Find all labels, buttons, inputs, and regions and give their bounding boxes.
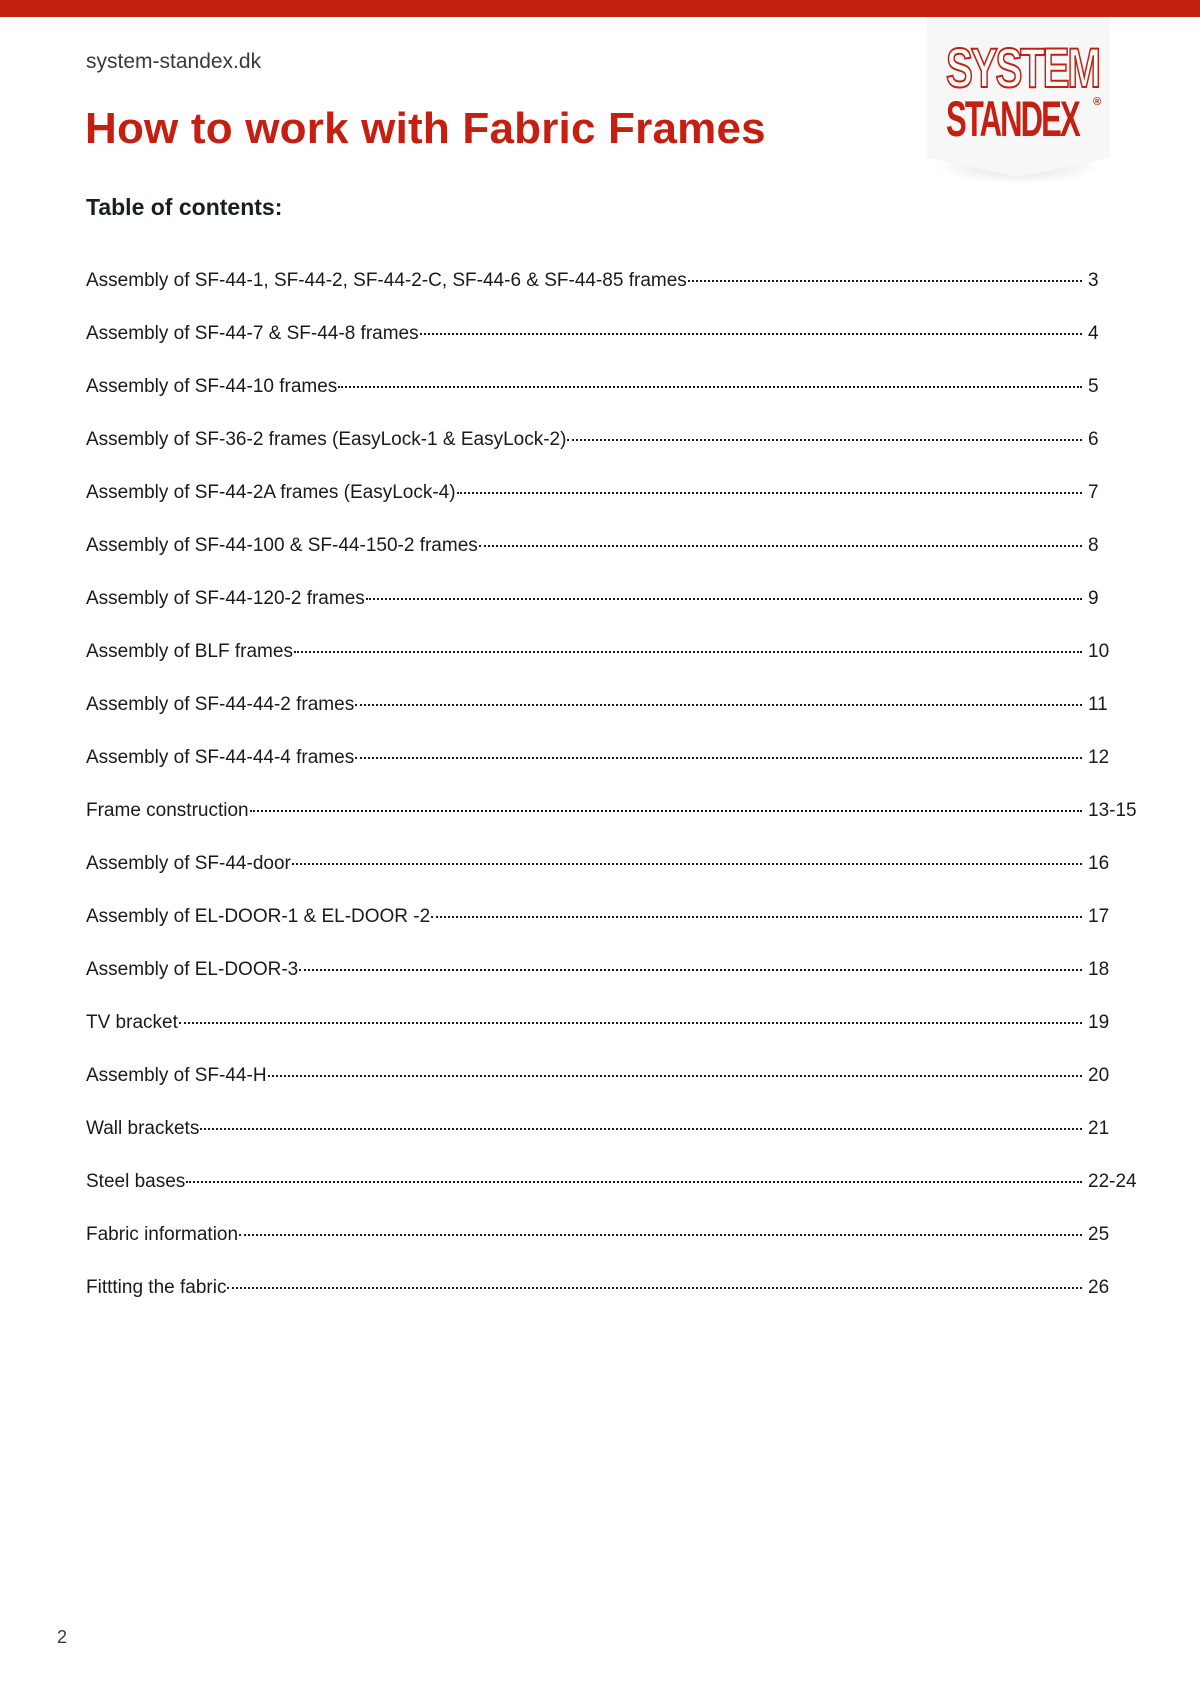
top-accent-bar — [0, 0, 1200, 17]
toc-entry[interactable] — [86, 694, 1146, 747]
toc-entry[interactable] — [86, 959, 1146, 1012]
toc-entry-page: 26 — [1088, 1277, 1110, 1298]
toc-entry[interactable] — [86, 376, 1146, 429]
toc-entry[interactable] — [86, 1118, 1146, 1171]
toc-entry[interactable] — [86, 270, 1146, 323]
toc-entry-title: Assembly of EL-DOOR-3 — [86, 959, 299, 980]
toc-entry-page: 19 — [1088, 1012, 1110, 1033]
toc-entry-page: 10 — [1088, 641, 1110, 662]
dot-leader — [366, 598, 1082, 600]
toc-entry-page: 25 — [1088, 1224, 1110, 1245]
dot-leader — [227, 1287, 1082, 1289]
toc-entry[interactable] — [86, 800, 1146, 853]
toc-entry-title: Wall brackets — [86, 1118, 200, 1139]
toc-entry-page: 16 — [1088, 853, 1110, 874]
registered-mark-icon: ® — [1093, 96, 1102, 108]
page-title: How to work with Fabric Frames — [85, 104, 766, 153]
dot-leader — [268, 1075, 1082, 1077]
dot-leader — [355, 704, 1082, 706]
toc-entry-title: Assembly of SF-44-H — [86, 1065, 267, 1086]
site-url: system-standex.dk — [86, 50, 262, 73]
toc-entry-page: 3 — [1088, 270, 1099, 291]
toc-entry[interactable] — [86, 853, 1146, 906]
table-of-contents — [86, 270, 1146, 1330]
toc-entry-title: Assembly of SF-44-44-4 frames — [86, 747, 355, 768]
toc-entry-page: 12 — [1088, 747, 1110, 768]
toc-entry-title: Fabric information — [86, 1224, 239, 1245]
toc-entry[interactable] — [86, 1224, 1146, 1277]
toc-entry-page: 11 — [1088, 694, 1108, 715]
toc-entry-title: Assembly of SF-44-44-2 frames — [86, 694, 355, 715]
dot-leader — [186, 1181, 1082, 1183]
dot-leader — [338, 386, 1082, 388]
toc-entry-title: Assembly of SF-44-10 frames — [86, 376, 338, 397]
toc-entry-title: Assembly of SF-36-2 frames (EasyLock-1 & EasyLock-2) — [86, 429, 567, 450]
toc-entry-page: 4 — [1088, 323, 1099, 344]
toc-entry[interactable] — [86, 482, 1146, 535]
toc-heading: Table of contents: — [86, 194, 283, 220]
dot-leader — [292, 863, 1082, 865]
toc-entry-page: 9 — [1088, 588, 1099, 609]
toc-entry-page: 8 — [1088, 535, 1099, 556]
toc-entry-title: Fittting the fabric — [86, 1277, 227, 1298]
toc-entry[interactable] — [86, 641, 1146, 694]
dot-leader — [294, 651, 1082, 653]
toc-entry-title: Assembly of BLF frames — [86, 641, 293, 662]
toc-entry-page: 13-15 — [1088, 800, 1137, 821]
toc-entry-title: TV bracket — [86, 1012, 178, 1033]
toc-entry-title: Assembly of SF-44-1, SF-44-2, SF-44-2-C, SF-44-6 & SF-44-85 frames — [86, 270, 687, 291]
page-number: 2 — [57, 1627, 68, 1647]
toc-entry[interactable] — [86, 535, 1146, 588]
toc-entry-title: Assembly of SF-44-120-2 frames — [86, 588, 365, 609]
dot-leader — [567, 439, 1082, 441]
toc-entry[interactable] — [86, 429, 1146, 482]
toc-entry[interactable] — [86, 1277, 1146, 1330]
toc-entry[interactable] — [86, 323, 1146, 376]
toc-entry-page: 6 — [1088, 429, 1099, 450]
toc-entry[interactable] — [86, 906, 1146, 959]
toc-entry-title: Assembly of SF-44-100 & SF-44-150-2 frames — [86, 535, 478, 556]
toc-entry-title: Assembly of SF-44-7 & SF-44-8 frames — [86, 323, 419, 344]
toc-entry-page: 20 — [1088, 1065, 1110, 1086]
dot-leader — [250, 810, 1082, 812]
toc-entry[interactable] — [86, 747, 1146, 800]
toc-entry-title: Frame construction — [86, 800, 249, 821]
toc-entry-title: Assembly of SF-44-door — [86, 853, 291, 874]
toc-entry-title: Assembly of EL-DOOR-1 & EL-DOOR -2 — [86, 906, 431, 927]
logo-text-standex: STANDEX — [946, 91, 1079, 147]
toc-entry-page: 7 — [1088, 482, 1099, 503]
toc-entry[interactable] — [86, 1065, 1146, 1118]
dot-leader — [299, 969, 1082, 971]
dot-leader — [431, 916, 1082, 918]
toc-entry[interactable] — [86, 1012, 1146, 1065]
logo-text-system: SYSTEM — [946, 36, 1099, 99]
dot-leader — [688, 280, 1082, 282]
toc-entry-page: 22-24 — [1088, 1171, 1137, 1192]
dot-leader — [420, 333, 1082, 335]
toc-entry[interactable] — [86, 588, 1146, 641]
toc-entry-page: 5 — [1088, 376, 1099, 397]
dot-leader — [355, 757, 1082, 759]
dot-leader — [200, 1128, 1082, 1130]
toc-entry-page: 17 — [1088, 906, 1110, 927]
dot-leader — [479, 545, 1082, 547]
toc-entry-title: Steel bases — [86, 1171, 186, 1192]
toc-entry-title: Assembly of SF-44-2A frames (EasyLock-4) — [86, 482, 456, 503]
toc-entry[interactable] — [86, 1171, 1146, 1224]
dot-leader — [239, 1234, 1082, 1236]
dot-leader — [457, 492, 1082, 494]
dot-leader — [179, 1022, 1082, 1024]
toc-entry-page: 18 — [1088, 959, 1110, 980]
toc-entry-page: 21 — [1088, 1118, 1110, 1139]
